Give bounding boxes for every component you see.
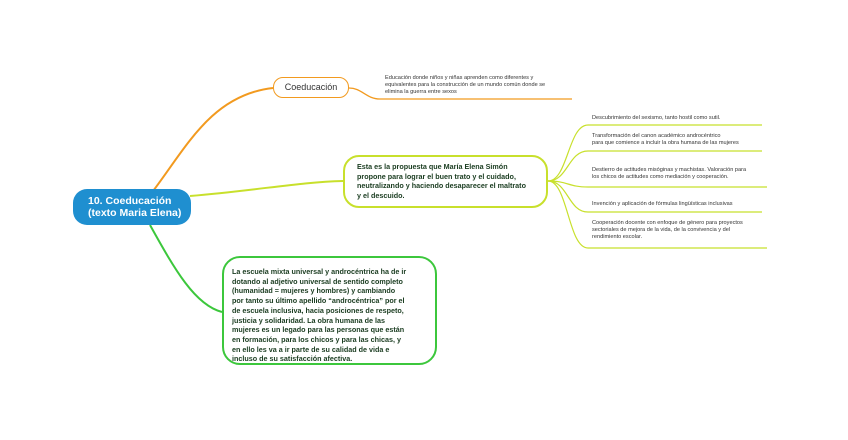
- subtopic-line: Invención y aplicación de fórmulas lingüísticas inclusivas: [592, 201, 733, 207]
- escuela-mixta-line: en formación, para los chicos y para las chicas, y: [232, 334, 401, 344]
- coeducacion-description-line: equivalentes para la construcción de un mundo común donde se: [385, 82, 546, 89]
- subtopic-line: los chicos de actitudes como mediación y cooperación.: [592, 174, 729, 181]
- escuela-mixta-line: incluso de su satisfacción afectiva.: [232, 354, 353, 364]
- escuela-mixta-line: en ello les va a ir parte de su calidad de vida e: [232, 344, 390, 354]
- subtopic-line: para que comience a incluir la obra humana de las mujeres: [592, 140, 739, 147]
- subtopic-cooperacion-docente[interactable]: [592, 220, 767, 242]
- escuela-mixta-line: justicia y solidaridad. La obra humana de las: [232, 315, 385, 325]
- topic-coeducacion[interactable]: Coeducación: [273, 77, 349, 98]
- subtopic-destierro-actitudes[interactable]: [592, 167, 767, 181]
- subtopic-line: Descubrimiento del sexismo, tanto hostil como sutil.: [592, 115, 721, 121]
- connector-mixta: [150, 225, 222, 312]
- subtopic-line: Destierro de actitudes misóginas y machistas. Valoración para: [592, 167, 747, 173]
- escuela-mixta-line: dotando al adjetivo universal de sentido completo: [232, 276, 403, 286]
- connector-coeducacion: [150, 88, 273, 195]
- propuesta-line: neutralizando y haciendo desaparecer el maltrato: [357, 181, 526, 190]
- escuela-mixta-line: La escuela mixta universal y androcéntrica ha de ir: [232, 267, 407, 276]
- subtopic-descubrimiento-sexismo[interactable]: [592, 115, 762, 122]
- coeducacion-description-line: Educación donde niños y niñas aprenden como diferentes y: [385, 75, 534, 81]
- coeducacion-description[interactable]: [385, 75, 575, 97]
- topic-escuela-mixta[interactable]: [222, 256, 437, 365]
- propuesta-line: Esta es la propuesta que María Elena Simón: [357, 162, 508, 171]
- central-topic-line1: 10. Coeducación: [88, 195, 172, 207]
- escuela-mixta-line: de escuela inclusiva, hacia posiciones de respeto,: [232, 305, 404, 315]
- central-topic[interactable]: [73, 189, 191, 225]
- subtopic-line: Transformación del canon académico androcéntrico: [592, 133, 721, 139]
- central-topic-line2: (texto Maria Elena): [88, 207, 182, 219]
- subtopic-line: sectoriales de mejora de la vida, de la convivencia y del: [592, 227, 731, 234]
- escuela-mixta-line: (humanidad = mujeres y hombres) y cambiando: [232, 286, 396, 296]
- subtopic-line: rendimiento escolar.: [592, 234, 643, 241]
- subtopic-line: Cooperación docente con enfoque de género para proyectos: [592, 220, 743, 226]
- propuesta-line: y el descuido.: [357, 190, 405, 200]
- escuela-mixta-line: mujeres es un legado para las personas que están: [232, 325, 405, 335]
- connector-propuesta: [190, 181, 343, 196]
- propuesta-line: propone para lograr el buen trato y el cuidado,: [357, 171, 516, 181]
- coeducacion-description-line: elimina la guerra entre sexos: [385, 89, 457, 96]
- topic-propuesta[interactable]: [343, 155, 548, 208]
- escuela-mixta-line: por tanto su último apellido “androcéntrica” por el: [232, 296, 405, 306]
- subtopic-formulas-inclusivas[interactable]: [592, 201, 762, 208]
- subtopic-transformacion-canon[interactable]: [592, 133, 762, 147]
